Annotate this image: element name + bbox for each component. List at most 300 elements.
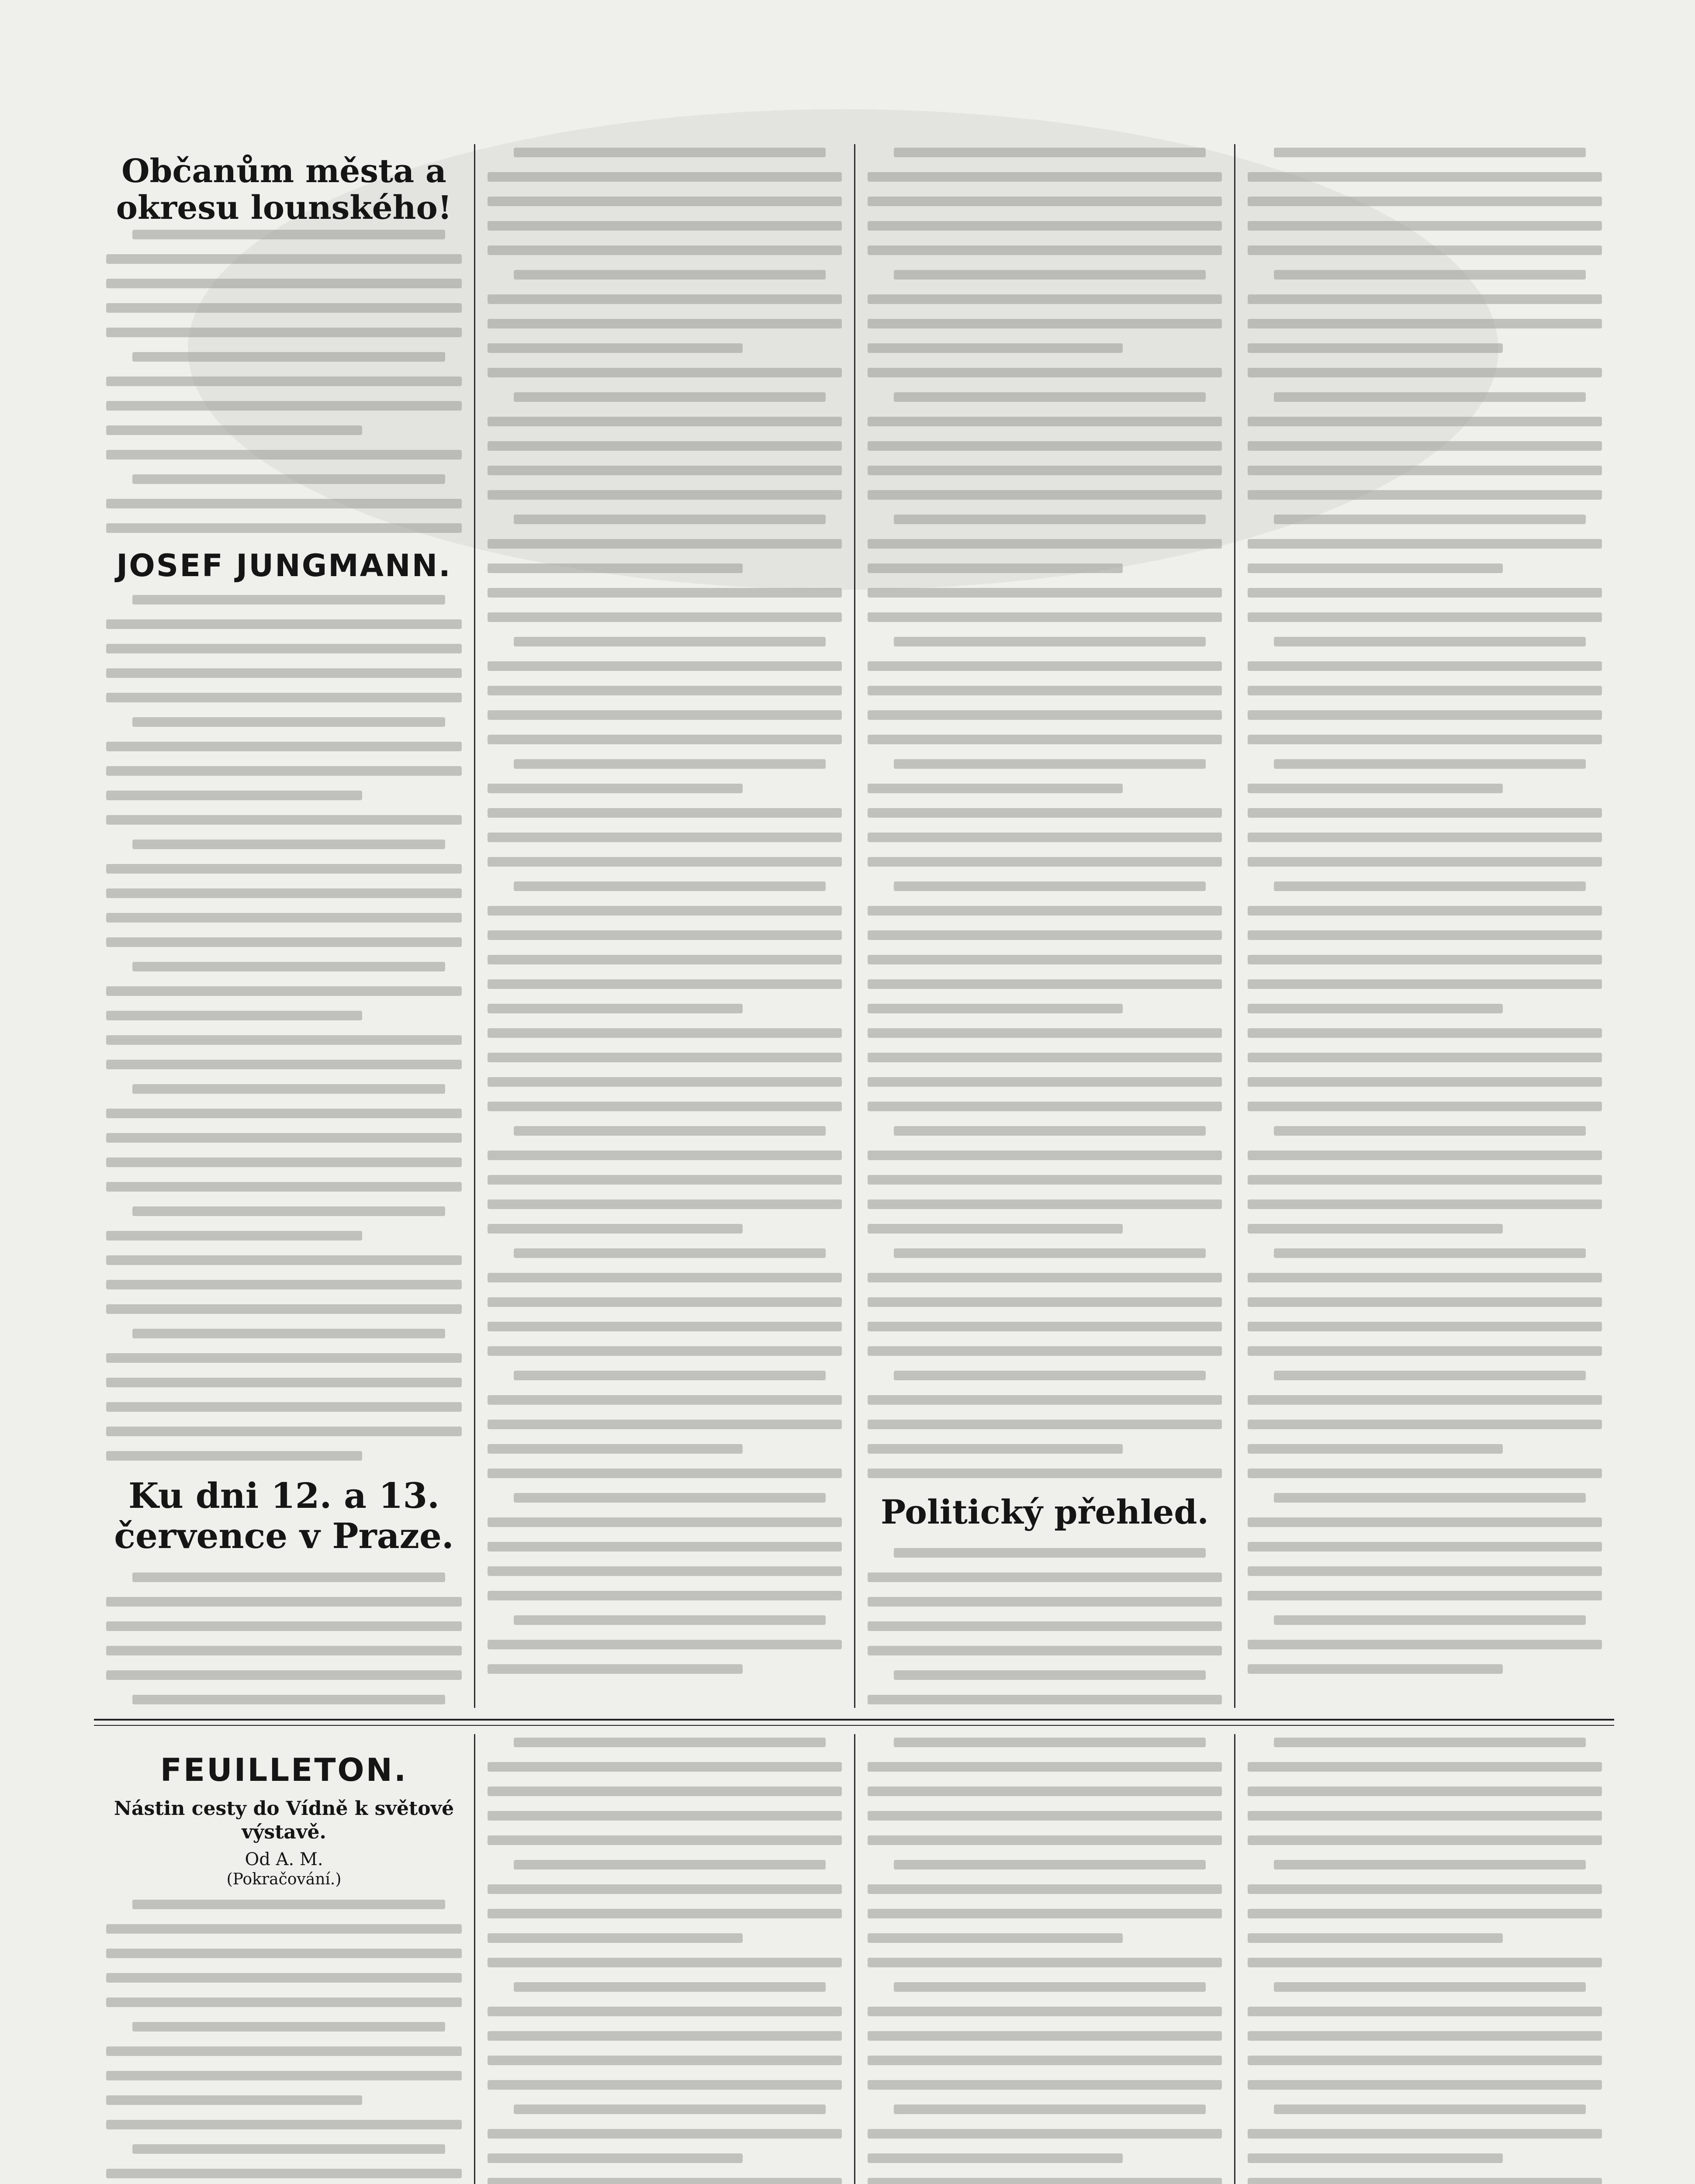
text-line-placeholder [106,644,462,653]
text-line-placeholder [488,1591,842,1600]
headline-politics: Politický přehled. [881,1493,1209,1531]
text-line-placeholder [488,1175,842,1185]
text-line-placeholder [488,1517,842,1527]
text-line-placeholder [488,2056,842,2065]
text-line-placeholder [106,1427,462,1436]
text-line-placeholder [106,2120,462,2129]
text-line-placeholder [868,979,1222,989]
text-line-placeholder [1248,1811,1602,1821]
text-line-placeholder [1248,979,1602,989]
text-line-placeholder [868,2178,1222,2184]
text-line-placeholder [894,881,1206,891]
text-line-placeholder [868,808,1222,818]
text-line-placeholder [1248,1787,1602,1796]
text-line-placeholder [868,490,1222,500]
text-line-placeholder [868,1175,1222,1185]
text-line-placeholder [514,881,826,891]
text-line-placeholder [106,1997,462,2007]
text-line-placeholder [1274,1982,1586,1992]
text-line-placeholder [488,1835,842,1845]
text-line-placeholder [106,401,462,411]
text-line-placeholder [488,563,743,573]
text-line-placeholder [868,2031,1222,2041]
text-line-placeholder [868,2056,1222,2065]
text-line-placeholder [894,1982,1206,1992]
text-line-placeholder [1248,1591,1602,1600]
text-line-placeholder [488,1884,842,1894]
text-line-placeholder [488,833,842,842]
text-line-placeholder [1248,294,1602,304]
text-line-placeholder [106,2046,462,2056]
text-line-placeholder [514,1982,826,1992]
text-line-placeholder [1248,686,1602,695]
text-line-placeholder [106,425,362,435]
text-line-placeholder [1248,2056,1602,2065]
headline-feuilleton: FEUILLETON. [160,1752,408,1788]
text-line-placeholder [106,328,462,337]
text-line-placeholder [1248,1322,1602,1331]
text-line-placeholder [106,791,362,800]
text-line-placeholder [514,1738,826,1747]
text-line-placeholder [1274,637,1586,646]
text-line-placeholder [894,759,1206,769]
text-line-placeholder [106,1158,462,1167]
text-line-placeholder [488,319,842,328]
text-line-placeholder [868,441,1222,451]
text-line-placeholder [894,1670,1206,1680]
text-line-placeholder [868,466,1222,475]
text-line-placeholder [488,1444,743,1454]
text-line-placeholder [1248,1933,1503,1943]
text-line-placeholder [868,857,1222,867]
text-line-placeholder [894,515,1206,524]
text-line-placeholder [894,148,1206,157]
text-line-placeholder [1248,784,1503,793]
text-line-placeholder [1248,2178,1602,2184]
text-line-placeholder [488,930,842,940]
text-line-placeholder [488,784,743,793]
text-line-placeholder [1248,2031,1602,2041]
text-line-placeholder [132,1900,445,1909]
text-line-placeholder [106,815,462,825]
text-line-placeholder [894,1738,1206,1747]
text-line-placeholder [1248,1762,1602,1772]
text-line-placeholder [132,1206,445,1216]
text-line-placeholder [1248,1151,1602,1160]
text-line-placeholder [1274,1493,1586,1503]
text-line-placeholder [488,1224,743,1234]
text-line-placeholder [868,1199,1222,1209]
text-line-placeholder [514,270,826,280]
text-line-placeholder [488,221,842,231]
text-line-placeholder [106,279,462,288]
text-line-placeholder [868,221,1222,231]
text-line-placeholder [1248,417,1602,426]
text-line-placeholder [488,1909,842,1918]
text-line-placeholder [106,1451,362,1461]
text-line-placeholder [488,1346,842,1356]
text-line-placeholder [868,784,1123,793]
text-line-placeholder [488,661,842,671]
text-line-placeholder [488,1811,842,1821]
text-line-placeholder [1248,441,1602,451]
text-line-placeholder [488,368,842,377]
text-line-placeholder [1248,1835,1602,1845]
text-line-placeholder [488,710,842,720]
text-line-placeholder [514,637,826,646]
text-line-placeholder [868,686,1222,695]
text-line-placeholder [132,474,445,484]
text-line-placeholder [106,888,462,898]
text-line-placeholder [868,1151,1222,1160]
text-line-placeholder [868,1053,1222,1062]
text-line-placeholder [488,2129,842,2139]
text-line-placeholder [488,1566,842,1576]
text-line-placeholder [1248,1664,1503,1674]
text-line-placeholder [868,1597,1222,1607]
text-line-placeholder [1248,2153,1503,2163]
text-line-placeholder [868,197,1222,206]
text-line-placeholder [1248,857,1602,867]
text-line-placeholder [868,1762,1222,1772]
text-line-placeholder [1248,563,1503,573]
text-line-placeholder [868,245,1222,255]
text-line-placeholder [1248,1273,1602,1282]
text-line-placeholder [894,1371,1206,1380]
text-line-placeholder [1248,343,1503,353]
text-line-placeholder [106,1597,462,1607]
text-line-placeholder [106,937,462,947]
section-divider [94,1719,1614,1726]
feuilleton-continuation: (Pokračování.) [226,1870,342,1888]
text-line-placeholder [868,319,1222,328]
text-line-placeholder [488,955,842,964]
text-line-placeholder [488,1151,842,1160]
text-line-placeholder [132,1695,445,1704]
text-line-placeholder [868,1933,1123,1943]
text-line-placeholder [1248,1420,1602,1429]
text-line-placeholder [1248,1346,1602,1356]
text-line-placeholder [1248,1224,1503,1234]
text-line-placeholder [488,588,842,598]
text-line-placeholder [514,392,826,402]
text-line-placeholder [1274,392,1586,402]
text-line-placeholder [868,1469,1222,1478]
text-line-placeholder [868,1884,1222,1894]
text-line-placeholder [106,523,462,533]
text-line-placeholder [106,1621,462,1631]
feuilleton-column-2 [474,1734,854,2184]
text-line-placeholder [106,1973,462,1983]
text-line-placeholder [1274,1371,1586,1380]
text-line-placeholder [1248,319,1602,328]
text-line-placeholder [106,2169,462,2178]
text-line-placeholder [1248,2007,1602,2016]
text-line-placeholder [1248,221,1602,231]
text-line-placeholder [488,294,842,304]
text-line-placeholder [488,417,842,426]
text-line-placeholder [132,595,445,605]
text-line-placeholder [488,1004,743,1013]
text-line-placeholder [106,1182,462,1192]
text-line-placeholder [868,1420,1222,1429]
text-line-placeholder [106,2071,462,2080]
text-line-placeholder [868,368,1222,377]
text-line-placeholder [106,913,462,923]
text-line-placeholder [868,710,1222,720]
text-line-placeholder [1274,2105,1586,2114]
text-line-placeholder [514,515,826,524]
text-line-placeholder [1248,1004,1503,1013]
text-line-placeholder [1248,1077,1602,1087]
text-line-placeholder [1248,1640,1602,1649]
text-line-placeholder [106,499,462,508]
text-line-placeholder [1274,270,1586,280]
text-line-placeholder [106,1060,462,1069]
text-line-placeholder [106,766,462,776]
feuilleton-author: Od A. M. [245,1849,323,1870]
text-line-placeholder [488,172,842,182]
text-line-placeholder [1248,930,1602,940]
text-line-placeholder [868,563,1123,573]
feuilleton-column-3 [854,1734,1234,2184]
feuilleton-column-4 [1234,1734,1614,2184]
text-line-placeholder [488,1102,842,1111]
text-line-placeholder [1248,368,1602,377]
text-line-placeholder [894,1548,1206,1558]
text-line-placeholder [868,955,1222,964]
text-line-placeholder [1248,1053,1602,1062]
text-line-placeholder [488,539,842,549]
text-line-placeholder [868,1835,1222,1845]
text-line-placeholder [106,1402,462,1412]
article-text [488,144,842,1674]
text-line-placeholder [488,1028,842,1038]
text-line-placeholder [106,742,462,751]
text-line-placeholder [132,2144,445,2154]
text-line-placeholder [488,343,743,353]
article-text [106,226,462,533]
text-line-placeholder [1248,661,1602,671]
text-line-placeholder [488,612,842,622]
feuilleton-column-1 [94,1734,474,2184]
text-line-placeholder [868,1028,1222,1038]
column-1 [94,144,474,1708]
text-line-placeholder [488,1542,842,1552]
article-text [868,1545,1222,1708]
text-line-placeholder [1248,245,1602,255]
text-line-placeholder [1248,172,1602,182]
text-line-placeholder [488,1077,842,1087]
text-line-placeholder [868,2153,1123,2163]
text-line-placeholder [1274,759,1586,769]
text-line-placeholder [868,1297,1222,1307]
text-line-placeholder [894,637,1206,646]
text-line-placeholder [488,466,842,475]
text-line-placeholder [868,539,1222,549]
text-line-placeholder [1274,881,1586,891]
text-line-placeholder [1274,1615,1586,1625]
newspaper-page [94,144,1614,2184]
headline-july: Ku dni 12. a 13. července v Praze. [114,1475,454,1556]
text-line-placeholder [106,1670,462,1680]
text-line-placeholder [132,230,445,239]
text-line-placeholder [1248,1566,1602,1576]
text-line-placeholder [868,1909,1222,1918]
text-line-placeholder [106,450,462,460]
text-line-placeholder [1248,710,1602,720]
text-line-placeholder [488,1640,842,1649]
text-line-placeholder [894,2105,1206,2114]
text-line-placeholder [868,1695,1222,1704]
article-text [106,1569,462,1708]
text-line-placeholder [106,864,462,874]
text-line-placeholder [488,2153,743,2163]
text-line-placeholder [106,1255,462,1265]
text-line-placeholder [488,735,842,744]
text-line-placeholder [488,2007,842,2016]
text-line-placeholder [106,986,462,996]
feuilleton-title: Nástin cesty do Vídně k světové výstavě. [114,1797,454,1843]
text-line-placeholder [106,1304,462,1314]
text-line-placeholder [106,1133,462,1143]
text-line-placeholder [488,1322,842,1331]
text-line-placeholder [1274,1860,1586,1870]
text-line-placeholder [514,1493,826,1503]
text-line-placeholder [488,1273,842,1282]
text-line-placeholder [868,343,1123,353]
text-line-placeholder [132,352,445,362]
text-line-placeholder [894,392,1206,402]
text-line-placeholder [1248,588,1602,598]
text-line-placeholder [106,1924,462,1934]
text-line-placeholder [514,148,826,157]
text-line-placeholder [868,1273,1222,1282]
text-line-placeholder [106,1949,462,1958]
headline-name: JOSEF JUNGMANN. [116,548,452,584]
text-line-placeholder [488,979,842,989]
text-line-placeholder [488,1958,842,1967]
text-line-placeholder [1274,1126,1586,1136]
text-line-placeholder [868,661,1222,671]
text-line-placeholder [488,2080,842,2090]
text-line-placeholder [1248,1297,1602,1307]
text-line-placeholder [132,717,445,727]
text-line-placeholder [1248,906,1602,916]
text-line-placeholder [514,1126,826,1136]
text-line-placeholder [132,962,445,971]
article-text [868,144,1222,1478]
text-line-placeholder [1248,612,1602,622]
column-2 [474,144,854,1708]
text-line-placeholder [894,270,1206,280]
text-line-placeholder [106,619,462,629]
text-line-placeholder [1248,735,1602,744]
text-line-placeholder [488,1787,842,1796]
text-line-placeholder [1248,539,1602,549]
text-line-placeholder [488,1199,842,1209]
text-line-placeholder [1248,2080,1602,2090]
text-line-placeholder [488,1053,842,1062]
text-line-placeholder [868,1958,1222,1967]
text-line-placeholder [488,490,842,500]
feuilleton-columns [94,1734,1614,2184]
text-line-placeholder [106,2095,362,2105]
text-line-placeholder [868,1444,1123,1454]
text-line-placeholder [132,1329,445,1338]
text-line-placeholder [514,1248,826,1258]
text-line-placeholder [868,1077,1222,1087]
text-line-placeholder [868,294,1222,304]
text-line-placeholder [488,2031,842,2041]
text-line-placeholder [1248,1028,1602,1038]
text-line-placeholder [1248,1444,1503,1454]
text-line-placeholder [1248,1958,1602,1967]
article-text [1248,144,1602,1674]
text-line-placeholder [488,245,842,255]
text-line-placeholder [868,1102,1222,1111]
text-line-placeholder [106,1035,462,1045]
text-line-placeholder [106,668,462,678]
text-line-placeholder [488,1420,842,1429]
text-line-placeholder [868,1787,1222,1796]
text-line-placeholder [106,1378,462,1387]
text-line-placeholder [1248,1909,1602,1918]
text-line-placeholder [868,1004,1123,1013]
text-line-placeholder [1248,197,1602,206]
text-line-placeholder [132,2022,445,2032]
text-line-placeholder [868,1621,1222,1631]
text-line-placeholder [488,906,842,916]
text-line-placeholder [488,808,842,818]
text-line-placeholder [1248,1395,1602,1405]
text-line-placeholder [514,2105,826,2114]
text-line-placeholder [488,1297,842,1307]
text-line-placeholder [868,1646,1222,1655]
upper-columns [94,144,1614,1708]
text-line-placeholder [868,1572,1222,1582]
text-line-placeholder [868,2129,1222,2139]
text-line-placeholder [1248,1517,1602,1527]
text-line-placeholder [1248,1469,1602,1478]
text-line-placeholder [106,1280,462,1289]
text-line-placeholder [894,1248,1206,1258]
article-text [488,1734,842,2184]
text-line-placeholder [868,1322,1222,1331]
text-line-placeholder [514,1371,826,1380]
text-line-placeholder [488,857,842,867]
text-line-placeholder [1248,833,1602,842]
text-line-placeholder [1248,466,1602,475]
text-line-placeholder [488,197,842,206]
text-line-placeholder [514,1615,826,1625]
text-line-placeholder [1248,1542,1602,1552]
column-3 [854,144,1234,1708]
text-line-placeholder [488,2178,842,2184]
text-line-placeholder [868,1346,1222,1356]
text-line-placeholder [868,2080,1222,2090]
text-line-placeholder [106,1011,362,1020]
text-line-placeholder [106,1109,462,1118]
text-line-placeholder [868,735,1222,744]
text-line-placeholder [1274,148,1586,157]
text-line-placeholder [1248,1102,1602,1111]
text-line-placeholder [488,686,842,695]
text-line-placeholder [868,1811,1222,1821]
text-line-placeholder [488,1762,842,1772]
text-line-placeholder [868,2007,1222,2016]
text-line-placeholder [868,612,1222,622]
